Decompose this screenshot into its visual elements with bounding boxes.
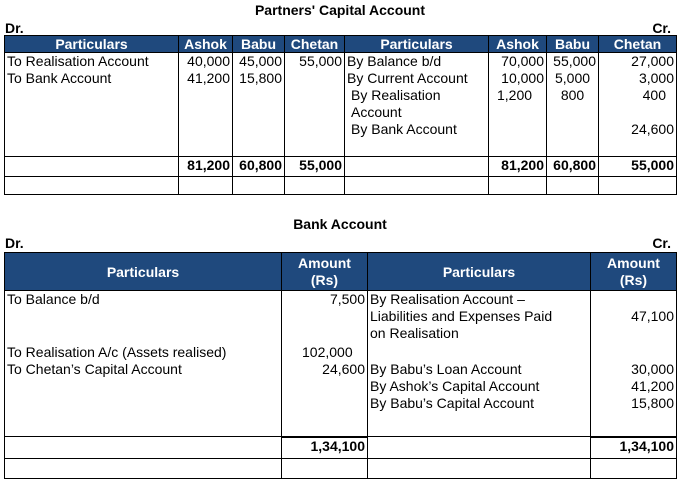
bank-debit-particular: To Balance b/d — [7, 291, 100, 307]
credit-chetan-value: 3,000 — [638, 70, 674, 86]
credit-babu-cell — [547, 53, 599, 157]
blank-cell — [547, 177, 599, 195]
bank-header-particulars-cr: Particulars — [368, 253, 591, 291]
credit-particular: By Realisation Account — [351, 87, 441, 120]
debit-ashok-cell — [179, 53, 233, 157]
bank-dr-label: Dr. — [5, 235, 24, 251]
credit-chetan-cell — [599, 53, 677, 157]
blank-cell — [368, 459, 591, 479]
bank-credit-amount: 41,200 — [631, 378, 674, 394]
bank-debit-particular: To Realisation A/c (Assets realised) — [7, 344, 227, 360]
credit-particular: By Current Account — [347, 70, 468, 86]
credit-particular: By Balance b/d — [347, 53, 442, 69]
bank-credit-particular: By Ashok’s Capital Account — [370, 378, 540, 394]
bank-credit-total-blank — [368, 437, 591, 459]
bank-debit-particulars-cell — [5, 291, 282, 437]
credit-total-blank — [345, 157, 489, 177]
blank-cell — [233, 177, 285, 195]
capital-dr-label: Dr. — [5, 20, 24, 36]
credit-babu-value: 800 — [560, 87, 585, 103]
blank-cell — [345, 177, 489, 195]
bank-credit-particular: By Babu’s Capital Account — [370, 395, 534, 411]
credit-babu-value: 55,000 — [553, 53, 596, 69]
capital-cr-label: Cr. — [652, 20, 671, 36]
bank-debit-total-blank — [5, 437, 282, 459]
bank-credit-total: 1,34,100 — [591, 437, 677, 459]
debit-particular: To Bank Account — [7, 70, 112, 86]
bank-debit-amount: 7,500 — [329, 291, 365, 307]
blank-cell — [282, 459, 368, 479]
header-chetan-dr: Chetan — [285, 36, 345, 53]
bank-debit-amount-cell — [282, 291, 368, 437]
credit-babu-value: 5,000 — [555, 70, 591, 86]
bank-credit-amount: 30,000 — [631, 361, 674, 377]
bank-header-amount-dr: Amount (Rs) — [282, 253, 368, 291]
bank-credit-amount: 47,100 — [631, 308, 674, 324]
bank-cr-label: Cr. — [652, 235, 671, 251]
bank-debit-amount: 102,000 — [302, 344, 353, 360]
credit-chetan-value: 24,600 — [631, 121, 674, 137]
debit-particular: To Realisation Account — [7, 53, 149, 69]
debit-total-ashok: 81,200 — [179, 157, 233, 177]
credit-total-chetan: 55,000 — [599, 157, 677, 177]
blank-cell — [179, 177, 233, 195]
header-babu-dr: Babu — [233, 36, 285, 53]
header-particulars-cr: Particulars — [345, 36, 489, 53]
bank-credit-particulars-cell — [368, 291, 591, 437]
debit-particulars-cell — [5, 53, 179, 157]
blank-cell — [591, 459, 677, 479]
debit-babu-value: 15,800 — [239, 70, 282, 86]
header-babu-cr: Babu — [547, 36, 599, 53]
credit-ashok-cell — [489, 53, 547, 157]
header-ashok-cr: Ashok — [489, 36, 547, 53]
debit-babu-value: 45,000 — [239, 53, 282, 69]
bank-credit-amount-cell — [591, 291, 677, 437]
header-particulars-dr: Particulars — [5, 36, 179, 53]
bank-header-particulars-dr: Particulars — [5, 253, 282, 291]
blank-cell — [5, 177, 179, 195]
bank-debit-total: 1,34,100 — [282, 437, 368, 459]
bank-credit-particular: By Realisation Account – Liabilities and Expenses Paid on Realisation — [370, 291, 553, 341]
debit-babu-cell — [233, 53, 285, 157]
credit-particular: By Bank Account — [351, 121, 457, 137]
blank-cell — [285, 177, 345, 195]
credit-ashok-value: 70,000 — [501, 53, 544, 69]
credit-chetan-value: 27,000 — [631, 53, 674, 69]
capital-account-table — [4, 35, 677, 195]
blank-cell — [5, 459, 282, 479]
blank-cell — [599, 177, 677, 195]
capital-account-title: Partners' Capital Account — [254, 2, 426, 18]
credit-ashok-value: 10,000 — [501, 70, 544, 86]
bank-account-title: Bank Account — [293, 216, 387, 232]
debit-chetan-cell — [285, 53, 345, 157]
header-ashok-dr: Ashok — [179, 36, 233, 53]
bank-credit-particular: By Babu’s Loan Account — [370, 361, 522, 377]
bank-account-table — [4, 252, 677, 479]
bank-debit-amount: 24,600 — [322, 361, 365, 377]
blank-cell — [489, 177, 547, 195]
debit-ashok-value: 41,200 — [187, 70, 230, 86]
bank-debit-particular: To Chetan’s Capital Account — [7, 361, 182, 377]
debit-total-blank — [5, 157, 179, 177]
debit-total-chetan: 55,000 — [285, 157, 345, 177]
credit-total-babu: 60,800 — [547, 157, 599, 177]
debit-chetan-value: 55,000 — [299, 53, 342, 69]
debit-ashok-value: 40,000 — [187, 53, 230, 69]
bank-header-amount-cr: Amount (Rs) — [591, 253, 677, 291]
credit-particulars-cell — [345, 53, 489, 157]
credit-chetan-value: 400 — [642, 87, 666, 103]
header-chetan-cr: Chetan — [599, 36, 677, 53]
credit-ashok-value: 1,200 — [497, 87, 533, 103]
bank-credit-amount: 15,800 — [631, 395, 674, 411]
debit-total-babu: 60,800 — [233, 157, 285, 177]
credit-total-ashok: 81,200 — [489, 157, 547, 177]
